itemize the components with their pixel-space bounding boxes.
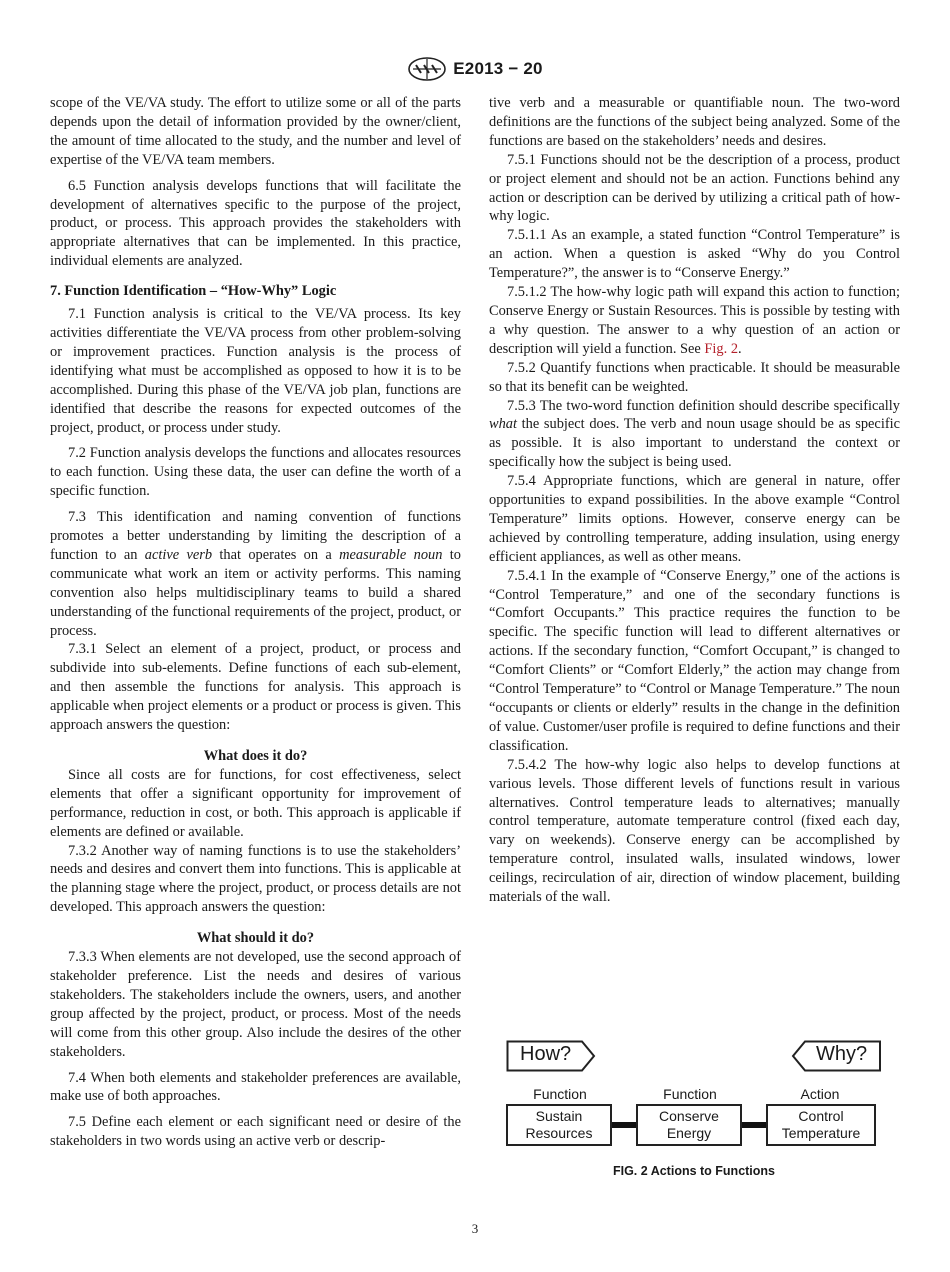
figure-2-link[interactable]: Fig. 2 bbox=[704, 340, 739, 357]
paragraph-7-5-2: 7.5.2 Quantify functions when practicable. It should be measurable so that its benefit can be weighted. bbox=[489, 359, 900, 395]
paragraph-7-1: 7.1 Function analysis is critical to the VE/VA process. Its key activities differentiate the VE/VA process from other problem-solving or improvement practices. Function analysis is the process of identifying what must be accomplished as opposed to how it is to be accomplished. During this phase of the VE/VA job plan, functions are identified that describe the reasons for expected outcomes of the project, product, or process under study. bbox=[50, 306, 461, 436]
right-column bbox=[489, 94, 900, 907]
paragraph-scope-continued: scope of the VE/VA study. The effort to utilize some or all of the parts depends upon the detail of information provided by the owner/client, the amount of time allocated to the study, and the number and level of expertise of the VE/VA team members. bbox=[50, 95, 461, 168]
paragraph-7-5-4-1: 7.5.4.1 In the example of “Conserve Energy,” one of the actions is “Control Temperature,” and one of the secondary functions is “Comfort Occupants.” This practice requires the function to be specific. The specific function will lead to different alternatives or actions. If the secondary function, “Comfort Occupant,” is changed to “Comfort Clients” or “Comfort Elderly,” the action may change from “Control Temperature” to “Control or Manage Temperature.” The noun “occupants or clients or elderly” results in the change in the definition of value. Customer/user profile is required to define functions and their classification. bbox=[489, 567, 900, 754]
paragraph-7-5-3: 7.5.3 The two-word function definition should describe specifically what the subject does. The verb and noun usage should be as specific as possible. It is also important to understand the context or specifically how the subject is being used. bbox=[489, 397, 900, 471]
astm-logo-icon bbox=[407, 56, 447, 82]
action-box-control-temperature: Control Temperature bbox=[766, 1104, 876, 1146]
question-what-should-it-do: What should it do? bbox=[196, 930, 315, 947]
emphasis-measurable-noun: measurable noun bbox=[339, 546, 443, 563]
paragraph-7-3: 7.3 This identification and naming convention of functions promotes a better understanding by limiting the description of a function to an active verb that operates on a measurable noun to communicate what work an item or activity performs. This naming convention also helps multidisciplinary teams to build a shared understanding of the functional requirements of the project, product, or process. bbox=[50, 509, 462, 639]
emphasis-active-verb: active verb bbox=[144, 546, 213, 563]
question-what-does-it-do: What does it do? bbox=[203, 748, 308, 764]
paragraph-7-5-continued: tive verb and a measurable or quantifiable noun. The two-word definitions are the functions of the subject being analyzed. Some of the functions are based on the stakeholders’ needs and desires. bbox=[489, 95, 900, 149]
paragraph-7-5-1-1: 7.5.1.1 As an example, a stated function “Control Temperature” is an action. When a question is asked “Why do you Control Temperature?”, the answer is to “Conserve Energy.” bbox=[489, 227, 900, 282]
paragraph-7-5-4: 7.5.4 Appropriate functions, which are general in nature, offer opportunities to expand possibilities. In the above example “Control Temperature” limits options. However, conserve energy can be achieved by controlling temperature, adding insulation, using energy efficient appliances, as well as other means. bbox=[489, 473, 900, 565]
paragraph-7-5-1: 7.5.1 Functions should not be the description of a process, product or project element and should not be an action. Functions behind any action or description can be derived by utilizing a critical path of how-why logic. bbox=[489, 151, 900, 225]
left-column bbox=[50, 94, 461, 1151]
paragraph-7-3-1: 7.3.1 Select an element of a project, product, or process and subdivide into sub-elements. Define functions of each sub-element, and then assemble the functions for analysis. This approach is applicable when project elements or a product or process is given. This approach answers the question: bbox=[50, 641, 461, 734]
connector-line-2 bbox=[742, 1122, 766, 1128]
connector-line-1 bbox=[612, 1122, 636, 1128]
function-box-sustain-resources: Sustain Resources bbox=[506, 1104, 612, 1146]
page-header bbox=[0, 56, 950, 82]
how-arrow-tag bbox=[506, 1040, 596, 1068]
paragraph-6-5: 6.5 Function analysis develops functions that will facilitate the development of alternatives specific to the purpose of the project, product, or process. This approach provides the stakeholders with appropriate alternatives that can be implemented. In this practice, individual elements are analyzed. bbox=[50, 177, 461, 270]
function-box-conserve-energy: Conserve Energy bbox=[636, 1104, 742, 1146]
paragraph-7-2: 7.2 Function analysis develops the functions and allocates resources to each function. Using these data, the user can define the worth of a specific function. bbox=[50, 445, 461, 500]
box-header-2: Function bbox=[663, 1086, 717, 1102]
why-arrow-tag bbox=[790, 1040, 882, 1068]
paragraph-cost-effectiveness: Since all costs are for functions, for cost effectiveness, select elements that offer a significant opportunity for improvement of performance, reduction in cost, or both. This approach is applicable if elements are defined or available. bbox=[50, 766, 461, 840]
paragraph-7-4: 7.4 When both elements and stakeholder preferences are available, make use of both approaches. bbox=[50, 1069, 461, 1105]
paragraph-7-3-3: 7.3.3 When elements are not developed, use the second approach of stakeholder preference. List the needs and desires of various stakeholders. The stakeholders include the owners, users, and another group affected by the project, product, or process. Most of the needs will come from this other group. Also include the desires of the other stakeholders. bbox=[50, 949, 461, 1060]
figure-caption: FIG. 2 Actions to Functions bbox=[612, 1164, 776, 1178]
box-header-3: Action bbox=[800, 1086, 840, 1102]
paragraph-7-5-1-2: 7.5.1.2 The how-why logic path will expand this action to function; Conserve Energy or Sustain Resources. This is possible by testing with a why question. The answer to a why question of an action or description will yield a function. See Fig. 2. bbox=[489, 284, 900, 357]
document-id: E2013 − 20 bbox=[453, 59, 543, 78]
section-heading-7: 7. Function Identification – “How-Why” Logic bbox=[50, 283, 337, 300]
box-header-1: Function bbox=[533, 1086, 587, 1102]
paragraph-7-3-2: 7.3.2 Another way of naming functions is to use the stakeholders’ needs and desires and convert them into functions. This is applicable at the planning stage where the project, product, or process details are not developed. This approach answers the question: bbox=[50, 842, 461, 916]
emphasis-what: what bbox=[489, 416, 517, 433]
paragraph-7-5-4-2: 7.5.4.2 The how-why logic also helps to develop functions at various levels. Those different levels of functions result in various alternatives. Control temperature leads to alternatives; manually control temperature, automate temperature control (fixed each day, vary on weekends). Conserve energy can be accomplished by temperature control, insulated walls, insulated windows, lower ceilings, recirculation of air, direction of window placement, building materials of the wall. bbox=[489, 756, 900, 906]
paragraph-7-5: 7.5 Define each element or each significant need or desire of the stakeholders in two words using an active verb or descrip- bbox=[50, 1114, 461, 1150]
why-label: Why? bbox=[816, 1043, 868, 1065]
page-number: 3 bbox=[471, 1221, 479, 1236]
how-label: How? bbox=[520, 1043, 572, 1065]
